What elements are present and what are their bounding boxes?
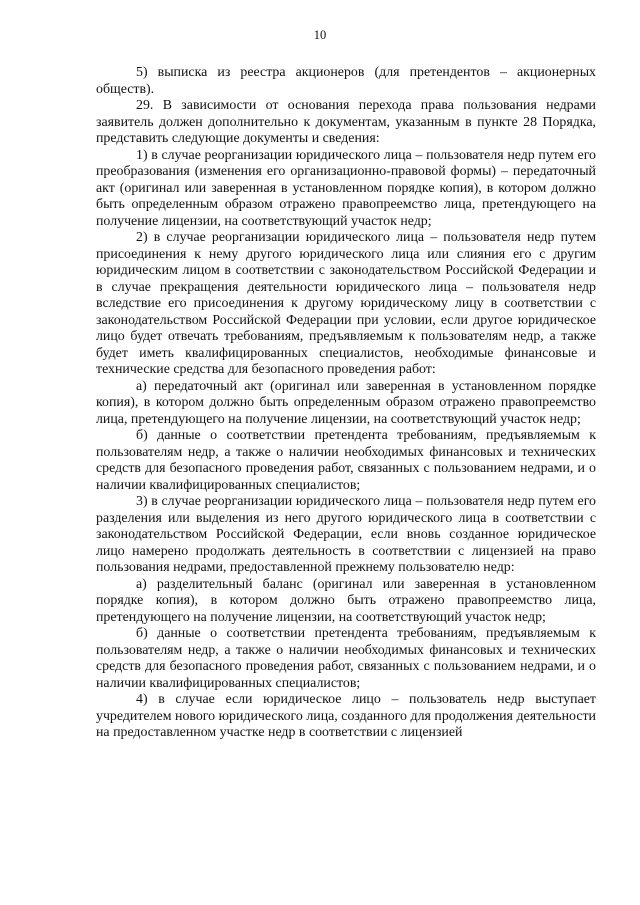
paragraph-item-2b-compliance-data: б) данные о соответствии претендента требованиям, предъявляемым к пользователям недр, а также о наличии необходимых финансовых и технических средств для безопасного проведения работ, связанных с пользованием недрами, и о наличии квалифицированных специалистов;: [96, 428, 596, 493]
paragraph-item-3-division: 3) в случае реорганизации юридического лица – пользователя недр путем его разделения или выделения из него другого юридического лица в соответствии с законодательством Российской Федерации, если вновь созданное юридическое лицо намерено продолжать деятельность в соответствии с лицензией на право пользования недрами, предоставленной прежнему пользователю недр:: [96, 494, 596, 575]
paragraph-item-3b-compliance-data: б) данные о соответствии претендента требованиям, предъявляемым к пользователям недр, а также о наличии необходимых финансовых и технических средств для безопасного проведения работ, связанных с пользованием недрами, и о наличии квалифицированных специалистов;: [96, 626, 596, 691]
paragraph-item-2-merger: 2) в случае реорганизации юридического лица – пользователя недр путем присоединения к нему другого юридического лица или слияния его с другим юридическим лицом в соответствии с законодательством Российской Федерации и в случае прекращения деятельности юридического лица – пользователя недр вследствие его присоединения к другому юридическому лицу в соответствии с законодательством Российской Федерации при условии, если другое юридическое лицо будет отвечать требованиям, предъявляемым к пользователям недр, а также будет иметь квалифицированных специалистов, необходимые финансовые и технические средства для безопасного проведения работ:: [96, 230, 596, 377]
body-text: [96, 65, 596, 742]
paragraph-item-2a-transfer-act: а) передаточный акт (оригинал или заверенная в установленном порядке копия), в котором должно быть определенным образом отражено правопреемство лица, претендующего на получение лицензии, на соответствующий участок недр;: [96, 378, 596, 427]
page-number: 10: [313, 28, 327, 42]
paragraph-item-5-extract-registry: 5) выписка из реестра акционеров (для претендентов – акционерных обществ).: [96, 65, 596, 97]
paragraph-item-4-founder: 4) в случае если юридическое лицо – пользователь недр выступает учредителем нового юридического лица, созданного для продолжения деятельности на предоставленном участке недр в соответствии с лицензией: [96, 692, 596, 740]
paragraph-clause-29: 29. В зависимости от основания перехода права пользования недрами заявитель должен дополнительно к документам, указанным в пункте 28 Порядка, представить следующие документы и сведения:: [96, 98, 596, 146]
paragraph-item-1-transformation: 1) в случае реорганизации юридического лица – пользователя недр путем его преобразования (изменения его организационно-правовой формы) – передаточный акт (оригинал или заверенная в установленном порядке копия), в котором должно быть определенным образом отражено правопреемство лица, претендующего на получение лицензии, на соответствующий участок недр;: [96, 147, 596, 229]
paragraph-item-3a-separation-balance: а) разделительный баланс (оригинал или заверенная в установленном порядке копия), в котором должно быть отражено правопреемство лица, претендующего на получение лицензии, на соответствующий участок недр;: [96, 576, 596, 625]
